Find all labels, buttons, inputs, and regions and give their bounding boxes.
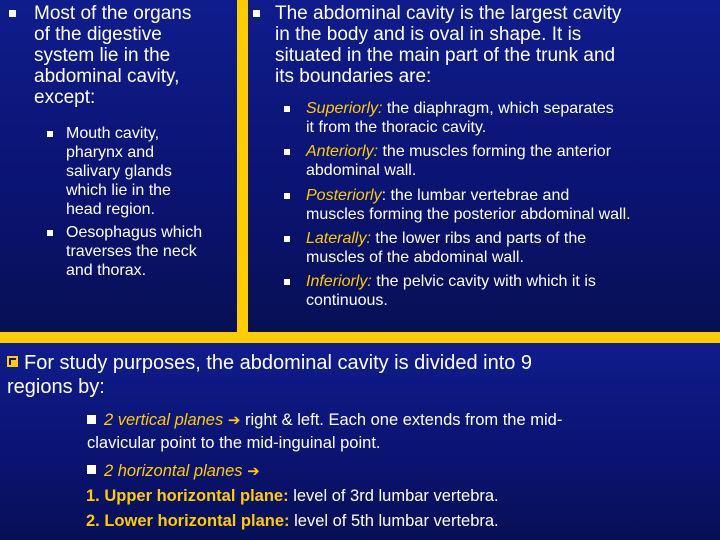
square-bullet-icon <box>284 149 290 155</box>
square-bullet-icon <box>284 106 290 112</box>
boundary-text: : the lumbar vertebrae and muscles forming the posterior abdominal wall. <box>306 187 631 223</box>
right-panel <box>248 0 720 332</box>
boundary-inferior <box>306 272 718 310</box>
square-bullet-icon <box>284 279 290 285</box>
boundary-term: Anteriorly: <box>306 143 379 160</box>
upper-horizontal-plane <box>86 485 706 507</box>
boundary-lateral <box>306 229 718 267</box>
regions-intro: For study purposes, the abdominal cavity is divided into 9 regions by: <box>7 352 533 398</box>
right-arrow-icon: ➔ <box>227 412 241 429</box>
square-bullet-icon <box>9 10 16 17</box>
square-bullet-icon <box>47 230 53 236</box>
boundary-term: Superiorly: <box>306 100 383 117</box>
square-bullet-icon <box>87 465 96 474</box>
vertical-planes <box>87 409 712 454</box>
boundary-superior <box>306 99 718 137</box>
lower-horizontal-plane <box>86 510 706 532</box>
square-bullet-icon <box>284 193 290 199</box>
left-item-1: Mouth cavity, pharynx and salivary glands which lie in the head region. <box>66 125 172 218</box>
boundary-term: Laterally: <box>306 230 371 247</box>
boundary-posterior <box>306 186 720 224</box>
right-heading: The abdominal cavity is the largest cavity in the body and is oval in shape. It is situated in the main part of the trunk and its boundaries are: <box>275 3 622 87</box>
lower-plane-text: level of 5th lumbar vertebra. <box>289 512 499 530</box>
square-bullet-icon <box>253 10 260 17</box>
boundary-text: the muscles forming the anterior abdominal wall. <box>306 143 612 179</box>
bottom-panel <box>0 343 720 540</box>
left-item-2: Oesophagus which traverses the neck and thorax. <box>66 224 203 279</box>
vertical-planes-text: right & left. Each one extends from the mid- clavicular point to the mid-inguinal point. <box>87 411 563 452</box>
horizontal-planes <box>104 460 504 483</box>
boundary-term: Inferiorly: <box>306 273 372 290</box>
boundary-anterior <box>306 142 718 180</box>
horizontal-planes-term: 2 horizontal planes <box>104 462 243 480</box>
vertical-planes-term: 2 vertical planes <box>104 411 224 429</box>
square-bullet-icon <box>47 131 53 137</box>
left-heading: Most of the organs of the digestive system lie in the abdominal cavity, except: <box>34 3 192 108</box>
upper-plane-label: 1. Upper horizontal plane: <box>86 487 289 505</box>
lower-plane-label: 2. Lower horizontal plane: <box>86 512 290 530</box>
left-panel <box>0 0 237 332</box>
square-bullet-icon <box>284 236 290 242</box>
boundary-term: Posteriorly <box>306 187 382 204</box>
boundary-text: the pelvic cavity with which it is continuous. <box>306 273 596 309</box>
boundary-text: the diaphragm, which separates it from the thoracic cavity. <box>306 100 614 136</box>
boundary-text: the lower ribs and parts of the muscles of the abdominal wall. <box>306 230 587 266</box>
upper-plane-text: level of 3rd lumbar vertebra. <box>288 487 499 505</box>
right-arrow-icon: ➔ <box>247 463 260 480</box>
